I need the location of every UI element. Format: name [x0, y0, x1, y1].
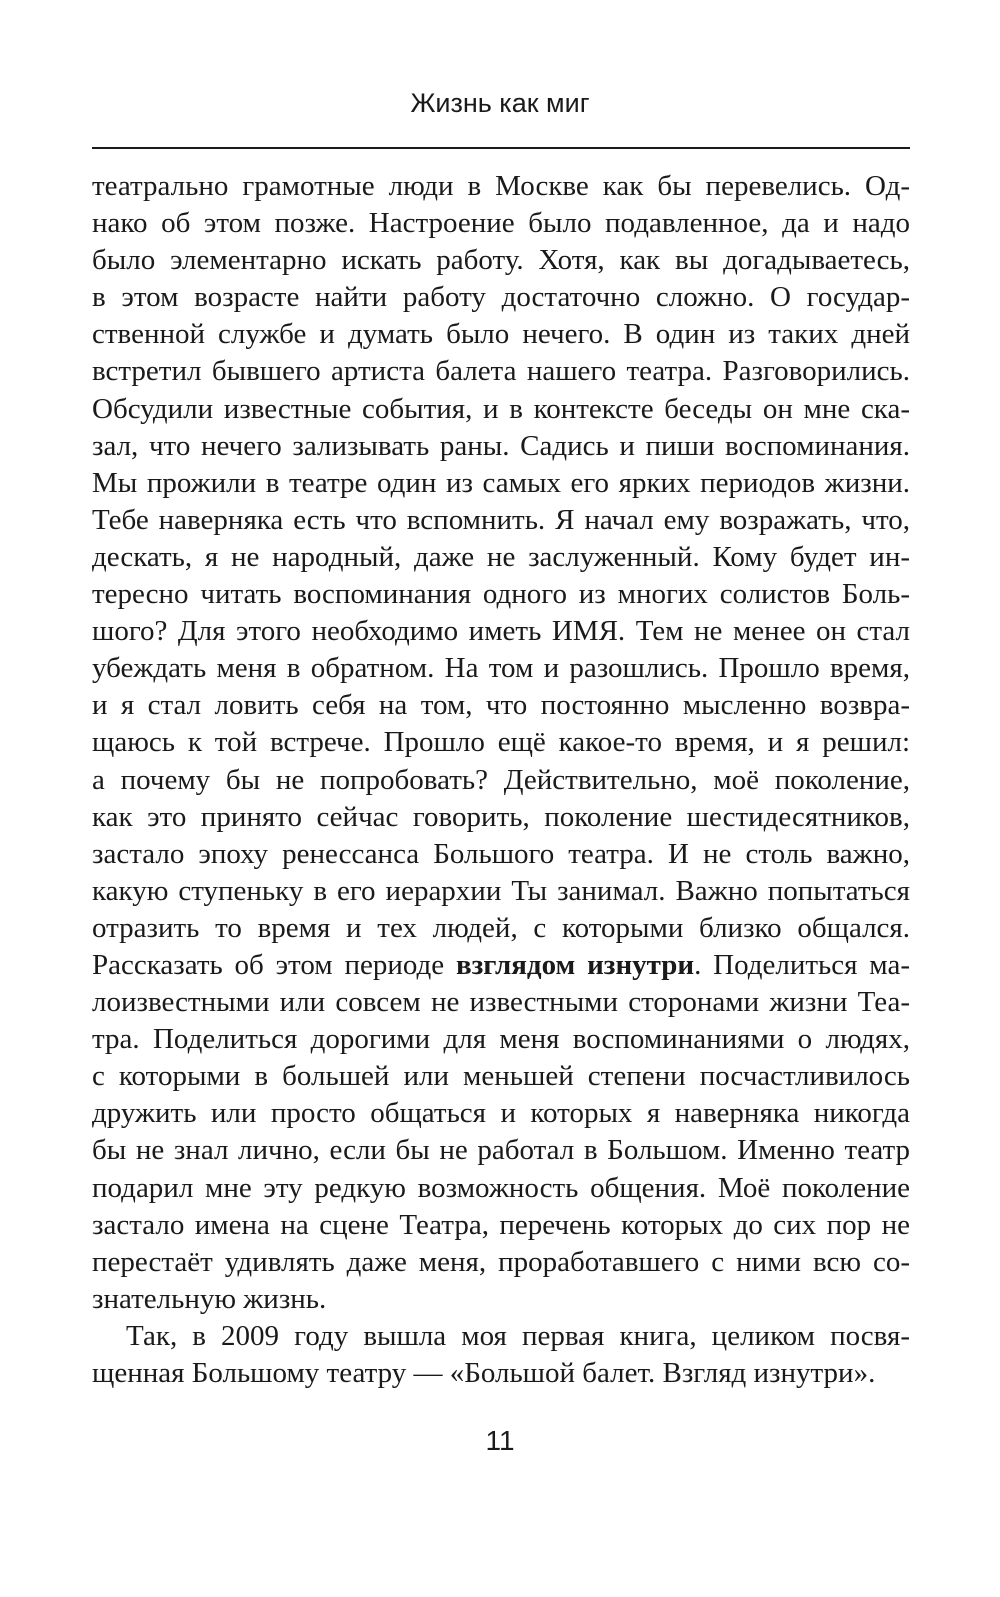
text-line: встретил бывшего артиста балета нашего театра. Разговорились. — [92, 355, 910, 388]
text-line: Так, в 2009 году вышла моя первая книга, целиком посвя- — [126, 1319, 910, 1352]
bold-phrase: взглядом изнутри — [455, 948, 695, 981]
text-line: шого? Для этого необходимо иметь ИМЯ. Тем не менее он стал — [92, 615, 910, 648]
page-number: 11 — [485, 1425, 515, 1456]
text-line: знательную жизнь. — [92, 1282, 327, 1315]
text-line: застало эпоху ренессанса Большого театра. И не столь важно, — [92, 837, 910, 870]
text-line-with-emphasis — [92, 947, 910, 984]
header-rule — [92, 147, 910, 149]
text-line: было элементарно искать работу. Хотя, как вы догадываетесь, — [92, 244, 910, 277]
text-line: щенная Большому театру — «Большой балет. Взгляд изнутри». — [92, 1357, 876, 1389]
text-run: . Поделиться ма- — [694, 948, 910, 981]
text-line: бы не знал лично, если бы не работал в Большом. Именно театр — [92, 1134, 910, 1167]
text-line: как это принято сейчас говорить, поколение шестидесятников, — [92, 800, 910, 833]
body-text — [92, 168, 910, 1392]
text-line: какую ступеньку в его иерархии Ты занимал. Важно попытаться — [92, 874, 910, 907]
text-line: дружить или просто общаться и которых я наверняка никогда — [92, 1097, 910, 1130]
text-line: и я стал ловить себя на том, что постоянно мысленно возвра- — [92, 689, 910, 722]
text-line: лоизвестными или совсем не известными сторонами жизни Теа- — [92, 986, 910, 1019]
text-line: Обсудили известные события, и в контексте беседы он мне ска- — [92, 392, 910, 425]
paragraph — [92, 1318, 910, 1392]
text-line: тересно читать воспоминания одного из многих солистов Боль- — [92, 578, 910, 611]
text-line: перестаёт удивлять даже меня, проработавшего с ними всю со- — [92, 1245, 910, 1278]
text-line: с которыми в большей или меньшей степени посчастливилось — [92, 1060, 910, 1093]
text-line: убеждать меня в обратном. На том и разошлись. Прошло время, — [92, 652, 910, 685]
running-title: Жизнь как миг — [410, 88, 590, 118]
text-line: зал, что нечего зализывать раны. Садись и пиши воспоминания. — [92, 429, 910, 462]
text-line: нако об этом позже. Настроение было подавленное, да и надо — [92, 207, 910, 240]
text-line: в этом возрасте найти работу достаточно сложно. О государ- — [92, 281, 910, 314]
text-run: Рассказать об этом периоде — [92, 948, 456, 981]
paragraph — [92, 168, 910, 1318]
text-line: тра. Поделиться дорогими для меня воспоминаниями о людях, — [92, 1023, 910, 1056]
text-line: Тебе наверняка есть что вспомнить. Я начал ему возражать, что, — [92, 503, 910, 536]
text-line: театрально грамотные люди в Москве как бы перевелись. Од- — [92, 170, 910, 202]
text-line: а почему бы не попробовать? Действительно, моё поколение, — [92, 763, 910, 796]
text-line: щаюсь к той встрече. Прошло ещё какое-то время, и я решил: — [92, 726, 910, 759]
text-line: застало имена на сцене Театра, перечень которых до сих пор не — [92, 1208, 910, 1241]
text-line: ственной службе и думать было нечего. В один из таких дней — [92, 318, 910, 351]
text-line: Мы прожили в театре один из самых его ярких периодов жизни. — [92, 466, 910, 499]
text-line: дескать, я не народный, даже не заслуженный. Кому будет ин- — [92, 540, 910, 573]
text-line: отразить то время и тех людей, с которыми близко общался. — [92, 911, 910, 944]
text-line: подарил мне эту редкую возможность общения. Моё поколение — [92, 1171, 910, 1204]
